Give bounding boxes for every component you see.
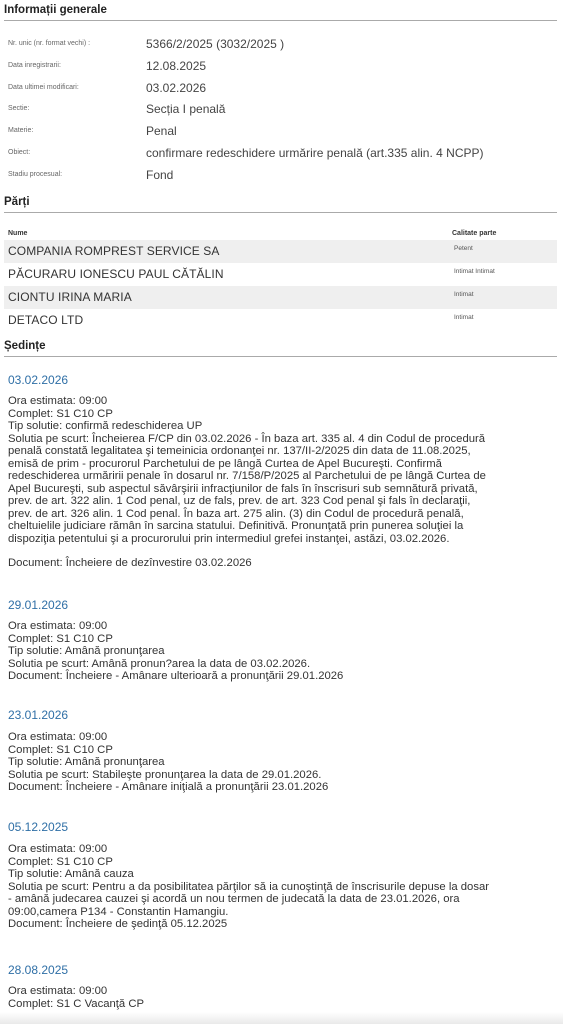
hearing-solution-type: Tip solutie: confirmă redeschiderea UP <box>8 420 203 432</box>
hearing-solution-text: dispoziţia petentului şi a procurorului prin intermediul grefei instanţei, astăzi, 03.02.2026. <box>8 532 450 545</box>
party-name: DETACO LTD <box>8 313 84 327</box>
hearing-document: Document: Încheiere de dezînvestire 03.02.2026 <box>8 557 252 569</box>
hearing-solution-text: cheltuielile judiciare rămân în sarcina statului. Definitivă. Pronunţată prin punerea soluţiei la <box>8 520 464 532</box>
hearing-solution-text: 09:00,camera P134 - Constantin Hamangiu. <box>8 905 229 918</box>
object-value: confirmare redeschidere urmărire penală (art.335 alin. 4 NCPP) <box>146 146 484 160</box>
party-name: CIONTU IRINA MARIA <box>8 290 132 304</box>
hearing-solution-text: Solutia pe scurt: Amână pronun?area la data de 03.02.2026. <box>8 657 311 670</box>
party-role: Intimat <box>454 314 474 321</box>
hearing-estimated-time: Ora estimata: 09:00 <box>8 731 108 743</box>
bottom-fade <box>0 1012 563 1024</box>
hearing-solution-text: Solutia pe scurt: Stabileşte pronunţarea la data de 29.01.2026. <box>8 768 322 781</box>
party-row <box>4 263 557 286</box>
hearing-date: 28.08.2025 <box>8 963 69 977</box>
hearing-solution-text: - amână judecarea cauzei şi acordă un nou termen de judecată la data de 23.01.2026, ora <box>8 893 460 905</box>
hearings-divider <box>4 356 557 357</box>
general-info-title: Informații generale <box>4 4 107 16</box>
party-row <box>4 309 557 332</box>
section-value: Secția I penală <box>146 102 226 116</box>
party-name: COMPANIA ROMPREST SERVICE SA <box>8 244 220 258</box>
hearings-title: Ședințe <box>4 340 46 352</box>
hearing-document: Document: Încheiere - Amânare ulterioară a pronunţării 29.01.2026 <box>8 670 344 682</box>
hearing-document: Document: Încheiere - Amânare iniţială a pronunţării 23.01.2026 <box>8 781 329 793</box>
last-modified-label: Data ultimei modificari: <box>8 84 79 91</box>
party-role: Intimat <box>454 291 474 298</box>
hearing-solution-text: emisă de prim - procurorul Parchetului de pe lângă Curtea de Apel Bucureşti. Confirmă <box>8 457 442 470</box>
party-role: Petent <box>454 245 473 252</box>
hearing-panel: Complet: S1 C Vacanţă CP <box>8 997 145 1010</box>
procedural-stage-value: Fond <box>146 168 174 182</box>
parties-title: Părți <box>4 196 30 208</box>
hearing-solution-text: redeschiderea urmăririi penale în dosarul nr. 7/158/P/2025 al Parchetului de pe lângă Curtea de <box>8 470 486 482</box>
hearing-solution-text: Apel Bucureşti, sub aspectul săvârşirii infracţiunilor de fals în înscrisuri sub semnătură privată, <box>8 482 478 495</box>
hearing-panel: Complet: S1 C10 CP <box>8 407 113 420</box>
party-name: PĂCURARU IONESCU PAUL CĂTĂLIN <box>8 267 224 281</box>
parties-name-header: Nume <box>8 230 28 237</box>
registration-date-label: Data inregistrarii: <box>8 62 61 69</box>
matter-label: Materie: <box>8 127 34 134</box>
party-row <box>4 240 557 263</box>
registration-date-value: 12.08.2025 <box>146 59 207 73</box>
hearing-solution-text: penală constată legalitatea şi temeinicia ordonanţei nr. 137/II-2/2025 din data de 11.08.2025, <box>8 445 471 457</box>
parties-role-header: Calitate parte <box>452 230 497 237</box>
hearing-date: 05.12.2025 <box>8 820 69 834</box>
last-modified-value: 03.02.2026 <box>146 81 207 95</box>
hearing-estimated-time: Ora estimata: 09:00 <box>8 843 108 855</box>
hearing-solution-type: Tip solutie: Amână pronunţarea <box>8 645 165 657</box>
general-info-divider <box>4 20 557 21</box>
hearing-solution-type: Tip solutie: Amână cauza <box>8 868 134 880</box>
hearing-panel: Complet: S1 C10 CP <box>8 855 113 868</box>
hearing-estimated-time: Ora estimata: 09:00 <box>8 395 108 407</box>
hearing-solution-text: prev. de art. 322 alin. 1 Cod penal, uz de fals, prev. de art. 323 Cod penal şi fals în declaraţii, <box>8 495 471 507</box>
hearing-panel: Complet: S1 C10 CP <box>8 743 113 756</box>
hearing-solution-text: Solutia pe scurt: Încheierea F/CP din 03.02.2026 - În baza art. 335 al. 4 din Codul de procedură <box>8 432 486 445</box>
hearing-document: Document: Încheiere de şedinţă 05.12.2025 <box>8 918 228 930</box>
hearing-solution-type: Tip solutie: Amână pronunţarea <box>8 756 165 768</box>
case-number-label: Nr. unic (nr. format vechi) : <box>8 40 91 47</box>
party-role: Intimat Intimat <box>454 268 495 275</box>
hearing-panel: Complet: S1 C10 CP <box>8 632 113 645</box>
hearing-solution-text: Solutia pe scurt: Pentru a da posibilitatea părţilor să ia cunoştinţă de înscrisurile depuse la dosar <box>8 880 490 893</box>
procedural-stage-label: Stadiu procesual: <box>8 171 63 178</box>
hearing-date: 03.02.2026 <box>8 373 69 387</box>
hearing-estimated-time: Ora estimata: 09:00 <box>8 620 108 632</box>
case-number-value: 5366/2/2025 (3032/2025 ) <box>146 37 285 51</box>
party-row <box>4 286 557 309</box>
section-label: Sectie: <box>8 105 30 112</box>
hearing-solution-text: prev. de art. 326 alin. 1 Cod penal. În baza art. 275 alin. (3) din Codul de procedură penală, <box>8 507 464 520</box>
hearing-date: 23.01.2026 <box>8 708 69 722</box>
hearing-estimated-time: Ora estimata: 09:00 <box>8 985 108 997</box>
matter-value: Penal <box>146 124 177 138</box>
parties-divider <box>4 212 557 213</box>
hearing-date: 29.01.2026 <box>8 598 69 612</box>
object-label: Obiect: <box>8 149 31 156</box>
